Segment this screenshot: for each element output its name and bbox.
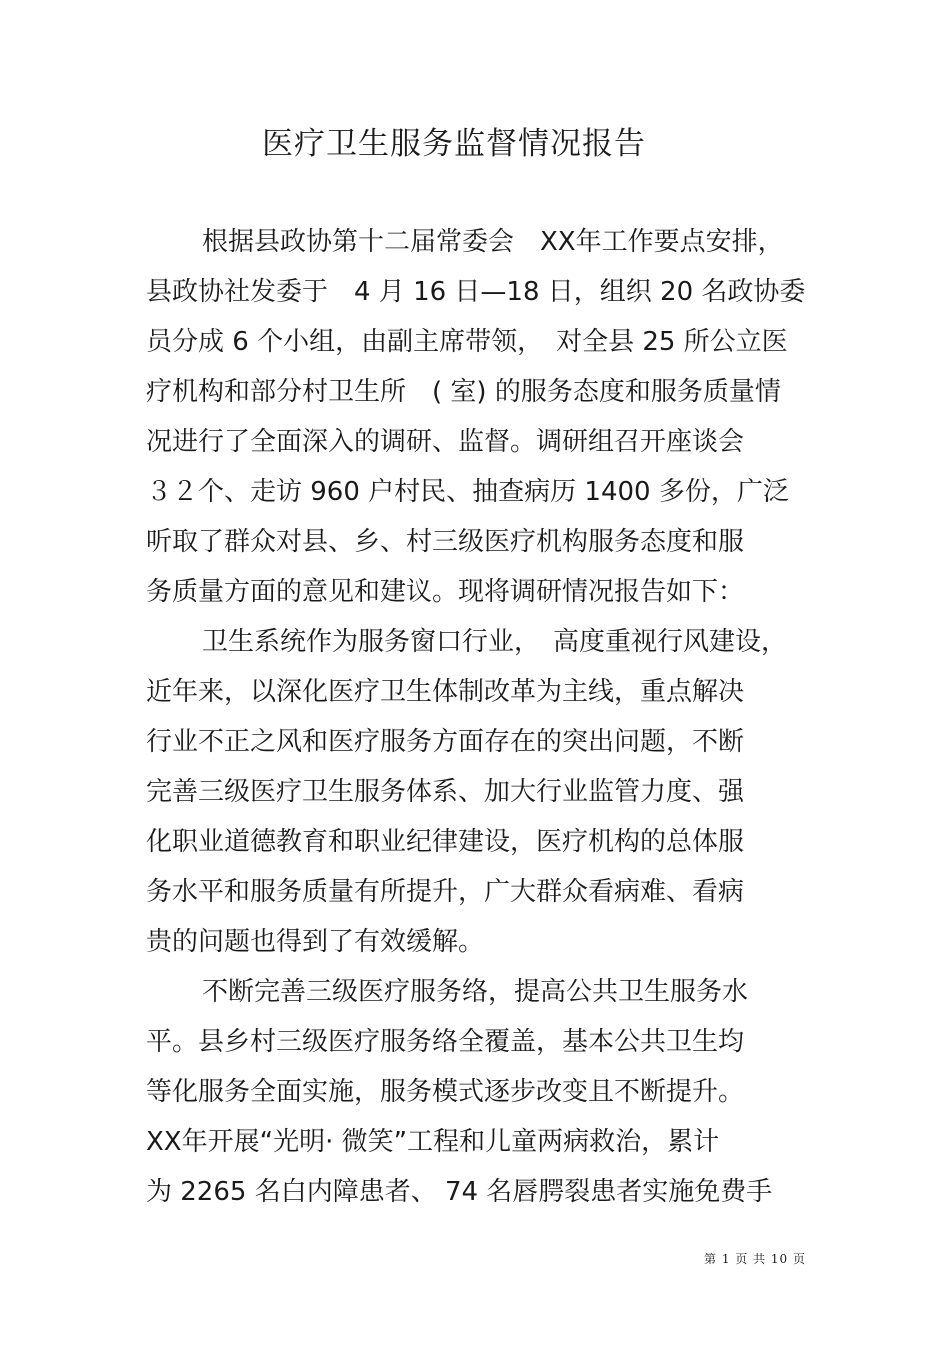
body-line-5: 况进行了全面深入的调研、监督。调研组召开座谈会 bbox=[146, 427, 745, 457]
body-line-7: 听取了群众对县、乡、村三级医疗机构服务态度和服 bbox=[146, 527, 745, 557]
body-line-3: 员分成 6 个小组，由副主席带领， 对全县 25 所公立医 bbox=[146, 327, 788, 357]
body-line-17: 平。县乡村三级医疗服务络全覆盖，基本公共卫生均 bbox=[146, 1027, 745, 1057]
body-line-19: XX年开展“光明· 微笑”工程和儿童两病救治，累计 bbox=[146, 1127, 720, 1157]
body-line-15: 贵的问题也得到了有效缓解。 bbox=[146, 927, 485, 957]
body-line-12: 完善三级医疗卫生服务体系、加大行业监管力度、强 bbox=[146, 777, 745, 807]
body-line-14: 务水平和服务质量有所提升，广大群众看病难、看病 bbox=[146, 877, 745, 907]
body-line-8: 务质量方面的意见和建议。现将调研情况报告如下： bbox=[146, 577, 745, 607]
body-line-10: 近年来，以深化医疗卫生体制改革为主线，重点解决 bbox=[146, 677, 745, 707]
body-line-9: 卫生系统作为服务窗口行业， 高度重视行风建设， bbox=[202, 627, 788, 657]
body-line-2: 县政协社发委于 4 月 16 日—18 日，组织 20 名政协委 bbox=[146, 277, 806, 307]
body-line-13: 化职业道德教育和职业纪律建设，医疗机构的总体服 bbox=[146, 827, 745, 857]
document-title: 医疗卫生服务监督情况报告 bbox=[262, 126, 646, 162]
body-line-20: 为 2265 名白内障患者、 74 名唇腭裂患者实施免费手 bbox=[146, 1177, 773, 1207]
body-line-1: 根据县政协第十二届常委会 XX年工作要点安排， bbox=[202, 227, 784, 257]
body-line-6: ３２个、走访 960 户村民、抽查病历 1400 多份，广泛 bbox=[146, 477, 789, 507]
body-line-4: 疗机构和部分村卫生所 ( 室) 的服务态度和服务质量情 bbox=[146, 377, 781, 407]
body-line-16: 不断完善三级医疗服务络，提高公共卫生服务水 bbox=[202, 977, 749, 1007]
body-line-18: 等化服务全面实施，服务模式逐步改变且不断提升。 bbox=[146, 1077, 745, 1107]
page-number-footer: 第 1 页 共 10 页 bbox=[704, 1252, 806, 1266]
body-line-11: 行业不正之风和医疗服务方面存在的突出问题，不断 bbox=[146, 727, 745, 757]
